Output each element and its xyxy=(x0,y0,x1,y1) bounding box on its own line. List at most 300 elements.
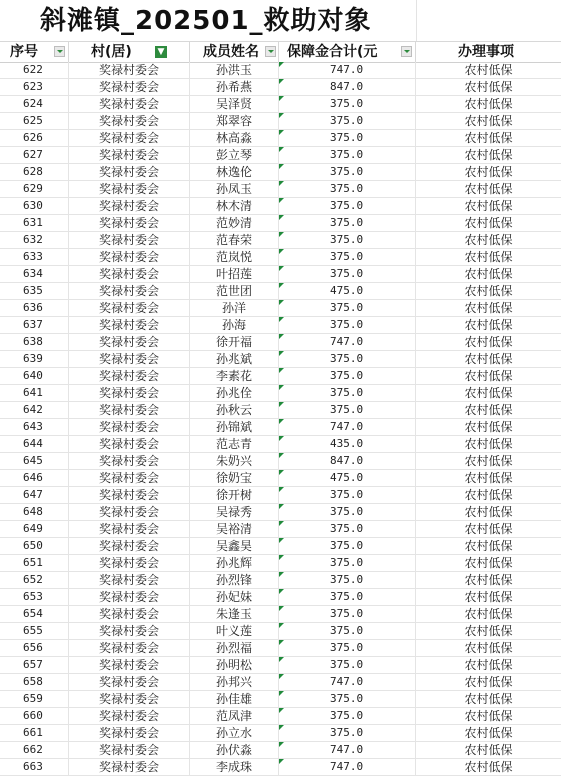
cell-item-value: 农村低保 xyxy=(464,233,513,247)
cell-seq[interactable] xyxy=(0,555,69,571)
cell-amount[interactable] xyxy=(279,198,416,214)
cell-amount[interactable] xyxy=(279,147,416,163)
cell-item[interactable] xyxy=(416,572,561,588)
cell-seq[interactable] xyxy=(0,589,69,605)
cell-seq[interactable] xyxy=(0,419,69,435)
table-row[interactable] xyxy=(0,572,561,589)
cell-village[interactable] xyxy=(69,742,190,758)
cell-amount[interactable] xyxy=(279,232,416,248)
cell-amount[interactable] xyxy=(279,79,416,95)
cell-amount[interactable] xyxy=(279,385,416,401)
cell-name[interactable] xyxy=(190,487,279,503)
cell-seq[interactable] xyxy=(0,657,69,673)
cell-amount[interactable] xyxy=(279,351,416,367)
filter-dropdown-icon[interactable] xyxy=(265,46,276,57)
cell-name[interactable] xyxy=(190,96,279,112)
cell-item[interactable] xyxy=(416,538,561,554)
cell-village[interactable] xyxy=(69,334,190,350)
header-name[interactable] xyxy=(190,42,279,62)
cell-village-value: 奖禄村委会 xyxy=(98,352,159,366)
cell-amount[interactable] xyxy=(279,62,416,78)
table-row[interactable] xyxy=(0,521,561,538)
cell-village-value: 奖禄村委会 xyxy=(98,522,159,536)
cell-name[interactable] xyxy=(190,215,279,231)
cell-seq[interactable] xyxy=(0,759,69,775)
cell-seq-value: 627 xyxy=(23,148,43,161)
cell-name[interactable] xyxy=(190,113,279,129)
header-amount[interactable] xyxy=(279,42,416,62)
cell-seq-value: 642 xyxy=(23,403,43,416)
table-row[interactable] xyxy=(0,725,561,742)
cell-village-value: 奖禄村委会 xyxy=(98,437,159,451)
cell-seq[interactable] xyxy=(0,317,69,333)
cell-item[interactable] xyxy=(416,674,561,690)
cell-item[interactable] xyxy=(416,759,561,775)
cell-seq[interactable] xyxy=(0,96,69,112)
cell-seq[interactable] xyxy=(0,181,69,197)
table-row[interactable] xyxy=(0,147,561,164)
cell-name[interactable] xyxy=(190,691,279,707)
cell-item[interactable] xyxy=(416,147,561,163)
cell-amount[interactable] xyxy=(279,538,416,554)
cell-name[interactable] xyxy=(190,419,279,435)
cell-name[interactable] xyxy=(190,538,279,554)
cell-name[interactable] xyxy=(190,334,279,350)
cell-village[interactable] xyxy=(69,317,190,333)
cell-seq[interactable] xyxy=(0,453,69,469)
cell-amount[interactable] xyxy=(279,283,416,299)
table-row[interactable] xyxy=(0,113,561,130)
table-row[interactable] xyxy=(0,334,561,351)
cell-village[interactable] xyxy=(69,521,190,537)
table-row[interactable] xyxy=(0,589,561,606)
cell-seq[interactable] xyxy=(0,79,69,95)
cell-village[interactable] xyxy=(69,674,190,690)
cell-village[interactable] xyxy=(69,164,190,180)
cell-seq[interactable] xyxy=(0,470,69,486)
cell-village-value: 奖禄村委会 xyxy=(98,233,159,247)
cell-village[interactable] xyxy=(69,266,190,282)
cell-item[interactable] xyxy=(416,470,561,486)
cell-village[interactable] xyxy=(69,538,190,554)
filter-active-icon[interactable]: ▼ xyxy=(155,46,167,58)
cell-seq[interactable] xyxy=(0,572,69,588)
cell-village[interactable] xyxy=(69,215,190,231)
table-row[interactable] xyxy=(0,181,561,198)
cell-item[interactable] xyxy=(416,402,561,418)
cell-name[interactable] xyxy=(190,759,279,775)
table-row[interactable] xyxy=(0,606,561,623)
table-row[interactable] xyxy=(0,691,561,708)
cell-seq[interactable] xyxy=(0,334,69,350)
cell-amount[interactable] xyxy=(279,436,416,452)
cell-amount[interactable] xyxy=(279,419,416,435)
cell-village[interactable] xyxy=(69,283,190,299)
cell-amount-value: 375.0 xyxy=(330,641,364,654)
cell-amount[interactable] xyxy=(279,674,416,690)
table-row[interactable] xyxy=(0,674,561,691)
cell-village[interactable] xyxy=(69,147,190,163)
cell-item[interactable] xyxy=(416,334,561,350)
table-row[interactable] xyxy=(0,742,561,759)
cell-name-value: 林逸伦 xyxy=(215,165,252,179)
cell-seq[interactable] xyxy=(0,487,69,503)
cell-seq[interactable] xyxy=(0,674,69,690)
cell-seq[interactable] xyxy=(0,725,69,741)
cell-village[interactable] xyxy=(69,385,190,401)
number-as-text-marker-icon xyxy=(279,79,284,84)
cell-amount[interactable] xyxy=(279,402,416,418)
cell-seq[interactable] xyxy=(0,249,69,265)
cell-village[interactable] xyxy=(69,657,190,673)
number-as-text-marker-icon xyxy=(279,368,284,373)
cell-name[interactable] xyxy=(190,470,279,486)
cell-amount[interactable] xyxy=(279,623,416,639)
cell-item[interactable] xyxy=(416,555,561,571)
cell-village[interactable] xyxy=(69,181,190,197)
filter-dropdown-icon[interactable] xyxy=(401,46,412,57)
cell-item[interactable] xyxy=(416,385,561,401)
cell-village[interactable] xyxy=(69,589,190,605)
header-item[interactable] xyxy=(416,42,561,62)
cell-item[interactable] xyxy=(416,215,561,231)
cell-village[interactable] xyxy=(69,623,190,639)
cell-amount[interactable] xyxy=(279,521,416,537)
cell-item[interactable] xyxy=(416,249,561,265)
cell-village[interactable] xyxy=(69,453,190,469)
cell-name[interactable] xyxy=(190,674,279,690)
header-seq[interactable] xyxy=(0,42,69,62)
cell-seq[interactable] xyxy=(0,300,69,316)
cell-amount[interactable] xyxy=(279,589,416,605)
cell-name[interactable] xyxy=(190,198,279,214)
table-row[interactable] xyxy=(0,62,561,79)
cell-village[interactable] xyxy=(69,130,190,146)
cell-item[interactable] xyxy=(416,130,561,146)
number-as-text-marker-icon xyxy=(279,402,284,407)
cell-seq[interactable] xyxy=(0,368,69,384)
cell-village[interactable] xyxy=(69,368,190,384)
cell-item[interactable] xyxy=(416,436,561,452)
cell-seq[interactable] xyxy=(0,198,69,214)
cell-item[interactable] xyxy=(416,708,561,724)
cell-item[interactable] xyxy=(416,266,561,282)
cell-village[interactable] xyxy=(69,62,190,78)
cell-amount[interactable] xyxy=(279,317,416,333)
cell-seq[interactable] xyxy=(0,538,69,554)
cell-seq[interactable] xyxy=(0,113,69,129)
table-row[interactable] xyxy=(0,198,561,215)
table-row[interactable] xyxy=(0,402,561,419)
cell-name[interactable] xyxy=(190,164,279,180)
table-row[interactable] xyxy=(0,657,561,674)
cell-item[interactable] xyxy=(416,113,561,129)
cell-item[interactable] xyxy=(416,79,561,95)
cell-amount[interactable] xyxy=(279,606,416,622)
table-row[interactable] xyxy=(0,708,561,725)
cell-item[interactable] xyxy=(416,725,561,741)
cell-seq[interactable] xyxy=(0,504,69,520)
cell-name-value: 范凤津 xyxy=(215,709,252,723)
cell-village[interactable] xyxy=(69,436,190,452)
table-row[interactable] xyxy=(0,487,561,504)
cell-item[interactable] xyxy=(416,487,561,503)
cell-seq[interactable] xyxy=(0,385,69,401)
table-row[interactable] xyxy=(0,317,561,334)
table-row[interactable] xyxy=(0,266,561,283)
cell-item[interactable] xyxy=(416,283,561,299)
table-row[interactable] xyxy=(0,300,561,317)
cell-name-value: 徐开树 xyxy=(215,488,252,502)
cell-item-value: 农村低保 xyxy=(464,267,513,281)
cell-name[interactable] xyxy=(190,572,279,588)
cell-amount[interactable] xyxy=(279,572,416,588)
cell-item-value: 农村低保 xyxy=(464,369,513,383)
cell-seq[interactable] xyxy=(0,283,69,299)
cell-item[interactable] xyxy=(416,198,561,214)
table-row[interactable] xyxy=(0,351,561,368)
cell-item[interactable] xyxy=(416,232,561,248)
cell-item[interactable] xyxy=(416,164,561,180)
cell-amount[interactable] xyxy=(279,504,416,520)
cell-village[interactable] xyxy=(69,113,190,129)
cell-amount[interactable] xyxy=(279,453,416,469)
cell-amount[interactable] xyxy=(279,130,416,146)
number-as-text-marker-icon xyxy=(279,487,284,492)
cell-amount[interactable] xyxy=(279,759,416,775)
cell-village[interactable] xyxy=(69,351,190,367)
cell-name[interactable] xyxy=(190,266,279,282)
table-row[interactable] xyxy=(0,759,561,776)
cell-amount-value: 375.0 xyxy=(330,97,364,110)
cell-name[interactable] xyxy=(190,232,279,248)
cell-item[interactable] xyxy=(416,521,561,537)
cell-item[interactable] xyxy=(416,589,561,605)
cell-item[interactable] xyxy=(416,742,561,758)
cell-amount-value: 747.0 xyxy=(330,760,364,773)
cell-name[interactable] xyxy=(190,402,279,418)
cell-amount[interactable] xyxy=(279,742,416,758)
cell-name[interactable] xyxy=(190,589,279,605)
cell-amount[interactable] xyxy=(279,300,416,316)
cell-amount[interactable] xyxy=(279,640,416,656)
cell-village[interactable] xyxy=(69,402,190,418)
cell-name[interactable] xyxy=(190,300,279,316)
cell-village[interactable] xyxy=(69,198,190,214)
table-row[interactable] xyxy=(0,249,561,266)
cell-amount[interactable] xyxy=(279,657,416,673)
cell-seq[interactable] xyxy=(0,351,69,367)
cell-village[interactable] xyxy=(69,232,190,248)
cell-name[interactable] xyxy=(190,623,279,639)
cell-village[interactable] xyxy=(69,691,190,707)
cell-seq[interactable] xyxy=(0,436,69,452)
cell-name[interactable] xyxy=(190,249,279,265)
cell-item[interactable] xyxy=(416,62,561,78)
cell-item[interactable] xyxy=(416,351,561,367)
cell-village-value: 奖禄村委会 xyxy=(98,335,159,349)
cell-amount[interactable] xyxy=(279,691,416,707)
cell-village[interactable] xyxy=(69,708,190,724)
cell-amount[interactable] xyxy=(279,164,416,180)
table-row[interactable] xyxy=(0,538,561,555)
cell-name[interactable] xyxy=(190,130,279,146)
cell-amount[interactable] xyxy=(279,181,416,197)
cell-name[interactable] xyxy=(190,62,279,78)
table-row[interactable] xyxy=(0,283,561,300)
cell-name[interactable] xyxy=(190,283,279,299)
cell-amount[interactable] xyxy=(279,487,416,503)
table-row[interactable] xyxy=(0,640,561,657)
cell-seq[interactable] xyxy=(0,606,69,622)
table-row[interactable] xyxy=(0,96,561,113)
cell-amount[interactable] xyxy=(279,96,416,112)
cell-name[interactable] xyxy=(190,640,279,656)
table-row[interactable] xyxy=(0,385,561,402)
number-as-text-marker-icon xyxy=(279,113,284,118)
cell-item[interactable] xyxy=(416,368,561,384)
cell-amount[interactable] xyxy=(279,334,416,350)
table-row[interactable] xyxy=(0,436,561,453)
cell-item[interactable] xyxy=(416,657,561,673)
cell-seq[interactable] xyxy=(0,742,69,758)
cell-amount[interactable] xyxy=(279,113,416,129)
number-as-text-marker-icon xyxy=(279,351,284,356)
cell-seq[interactable] xyxy=(0,164,69,180)
header-village[interactable] xyxy=(69,42,190,62)
table-row[interactable] xyxy=(0,504,561,521)
table-row[interactable] xyxy=(0,555,561,572)
cell-name[interactable] xyxy=(190,742,279,758)
cell-item-value: 农村低保 xyxy=(464,80,513,94)
cell-seq[interactable] xyxy=(0,232,69,248)
cell-item[interactable] xyxy=(416,504,561,520)
cell-seq-value: 626 xyxy=(23,131,43,144)
cell-name[interactable] xyxy=(190,368,279,384)
cell-item[interactable] xyxy=(416,691,561,707)
cell-seq[interactable] xyxy=(0,215,69,231)
cell-amount[interactable] xyxy=(279,725,416,741)
cell-amount[interactable] xyxy=(279,249,416,265)
cell-amount-value: 475.0 xyxy=(330,284,364,297)
cell-name[interactable] xyxy=(190,708,279,724)
cell-item-value: 农村低保 xyxy=(464,63,513,77)
cell-village[interactable] xyxy=(69,606,190,622)
cell-seq[interactable] xyxy=(0,691,69,707)
cell-item[interactable] xyxy=(416,640,561,656)
cell-village[interactable] xyxy=(69,487,190,503)
cell-village[interactable] xyxy=(69,470,190,486)
cell-seq-value: 640 xyxy=(23,369,43,382)
cell-village[interactable] xyxy=(69,759,190,775)
cell-amount-value: 375.0 xyxy=(330,233,364,246)
cell-seq[interactable] xyxy=(0,708,69,724)
cell-village[interactable] xyxy=(69,96,190,112)
table-row[interactable] xyxy=(0,79,561,96)
table-row[interactable] xyxy=(0,368,561,385)
cell-seq[interactable] xyxy=(0,266,69,282)
cell-item-value: 农村低保 xyxy=(464,352,513,366)
filter-dropdown-icon[interactable] xyxy=(54,46,65,57)
cell-name[interactable] xyxy=(190,725,279,741)
table-row[interactable] xyxy=(0,419,561,436)
cell-village-value: 奖禄村委会 xyxy=(98,267,159,281)
cell-village[interactable] xyxy=(69,300,190,316)
cell-amount[interactable] xyxy=(279,470,416,486)
cell-village[interactable] xyxy=(69,572,190,588)
table-row[interactable] xyxy=(0,623,561,640)
cell-name[interactable] xyxy=(190,317,279,333)
cell-name[interactable] xyxy=(190,79,279,95)
cell-village-value: 奖禄村委会 xyxy=(98,165,159,179)
cell-name[interactable] xyxy=(190,555,279,571)
cell-item[interactable] xyxy=(416,606,561,622)
cell-name[interactable] xyxy=(190,504,279,520)
cell-village[interactable] xyxy=(69,419,190,435)
table-row[interactable] xyxy=(0,164,561,181)
cell-village[interactable] xyxy=(69,249,190,265)
cell-name[interactable] xyxy=(190,521,279,537)
cell-seq[interactable] xyxy=(0,130,69,146)
cell-village[interactable] xyxy=(69,640,190,656)
cell-item[interactable] xyxy=(416,317,561,333)
cell-seq[interactable] xyxy=(0,521,69,537)
cell-amount[interactable] xyxy=(279,368,416,384)
cell-amount-value: 375.0 xyxy=(330,590,364,603)
table-row[interactable] xyxy=(0,232,561,249)
cell-name[interactable] xyxy=(190,147,279,163)
table-row[interactable] xyxy=(0,215,561,232)
table-row[interactable] xyxy=(0,453,561,470)
cell-village[interactable] xyxy=(69,504,190,520)
cell-seq[interactable] xyxy=(0,62,69,78)
cell-name[interactable] xyxy=(190,385,279,401)
cell-village[interactable] xyxy=(69,725,190,741)
cell-item[interactable] xyxy=(416,181,561,197)
cell-amount[interactable] xyxy=(279,555,416,571)
cell-name[interactable] xyxy=(190,606,279,622)
cell-village-value: 奖禄村委会 xyxy=(98,114,159,128)
cell-item-value: 农村低保 xyxy=(464,97,513,111)
cell-name[interactable] xyxy=(190,453,279,469)
cell-amount[interactable] xyxy=(279,266,416,282)
table-row[interactable] xyxy=(0,470,561,487)
cell-item[interactable] xyxy=(416,96,561,112)
cell-village[interactable] xyxy=(69,555,190,571)
cell-name-value: 孙妃妹 xyxy=(215,590,252,604)
cell-item-value: 农村低保 xyxy=(464,505,513,519)
cell-item[interactable] xyxy=(416,453,561,469)
cell-seq[interactable] xyxy=(0,623,69,639)
cell-amount[interactable] xyxy=(279,708,416,724)
cell-name[interactable] xyxy=(190,351,279,367)
cell-name[interactable] xyxy=(190,181,279,197)
cell-item[interactable] xyxy=(416,419,561,435)
cell-item[interactable] xyxy=(416,623,561,639)
cell-name-value: 孙兆佺 xyxy=(215,386,252,400)
cell-item-value: 农村低保 xyxy=(464,573,513,587)
cell-seq[interactable] xyxy=(0,147,69,163)
cell-village[interactable] xyxy=(69,79,190,95)
cell-item-value: 农村低保 xyxy=(464,216,513,230)
cell-seq[interactable] xyxy=(0,640,69,656)
cell-name[interactable] xyxy=(190,436,279,452)
cell-name[interactable] xyxy=(190,657,279,673)
table-row[interactable] xyxy=(0,130,561,147)
cell-item[interactable] xyxy=(416,300,561,316)
cell-seq[interactable] xyxy=(0,402,69,418)
cell-amount[interactable] xyxy=(279,215,416,231)
